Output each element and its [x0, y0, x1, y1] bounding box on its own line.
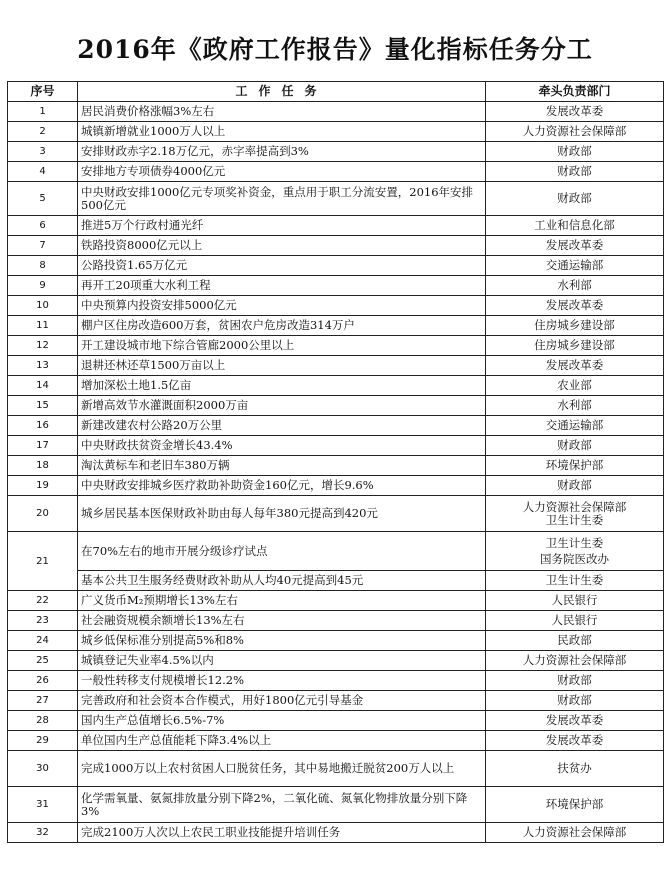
row-dept — [486, 532, 664, 571]
row-no: 22 — [8, 591, 78, 611]
row-task: 居民消费价格涨幅3%左右 — [78, 102, 486, 122]
row-dept: 民政部 — [486, 631, 664, 651]
row-task: 社会融资规模余额增长13%左右 — [78, 611, 486, 631]
row-dept: 人力资源社会保障部 — [486, 823, 664, 843]
table-row — [8, 611, 664, 631]
row-dept: 人民银行 — [486, 611, 664, 631]
row-task: 开工建设城市地下综合管廊2000公里以上 — [78, 336, 486, 356]
header-dept: 牵头负责部门 — [486, 82, 664, 102]
row-dept: 财政部 — [486, 671, 664, 691]
row-dept: 卫生计生委 — [486, 571, 664, 591]
table-row — [8, 671, 664, 691]
row-no: 27 — [8, 691, 78, 711]
table-row — [8, 476, 664, 496]
table-row — [8, 787, 664, 823]
table-row — [8, 631, 664, 651]
table-row — [8, 296, 664, 316]
row-task: 淘汰黄标车和老旧车380万辆 — [78, 456, 486, 476]
task-table — [7, 81, 664, 843]
row-task: 城乡低保标准分别提高5%和8% — [78, 631, 486, 651]
table-row — [8, 456, 664, 476]
row-no: 13 — [8, 356, 78, 376]
row-dept: 环境保护部 — [486, 787, 664, 823]
table-row — [8, 436, 664, 456]
row-dept-line: 卫生计生委 — [545, 536, 604, 550]
row-dept: 人力资源社会保障部 — [486, 651, 664, 671]
row-task: 城镇登记失业率4.5%以内 — [78, 651, 486, 671]
row-task: 在70%左右的地市开展分级诊疗试点 — [78, 532, 486, 571]
table-row — [8, 182, 664, 216]
table-row — [8, 823, 664, 843]
row-dept: 发展改革委 — [486, 102, 664, 122]
row-no: 9 — [8, 276, 78, 296]
header-no: 序号 — [8, 82, 78, 102]
row-task: 国内生产总值增长6.5%-7% — [78, 711, 486, 731]
row-no: 14 — [8, 376, 78, 396]
row-dept: 水利部 — [486, 396, 664, 416]
row-dept: 住房城乡建设部 — [486, 316, 664, 336]
row-task: 公路投资1.65万亿元 — [78, 256, 486, 276]
row-dept-line: 人力资源社会保障部 — [522, 499, 627, 514]
row-task: 基本公共卫生服务经费财政补助从人均40元提高到45元 — [78, 571, 486, 591]
row-no: 19 — [8, 476, 78, 496]
row-task: 中央预算内投资安排5000亿元 — [78, 296, 486, 316]
header-task: 工作任务 — [78, 82, 486, 102]
row-task: 铁路投资8000亿元以上 — [78, 236, 486, 256]
row-dept: 住房城乡建设部 — [486, 336, 664, 356]
row-task: 一般性转移支付规模增长12.2% — [78, 671, 486, 691]
row-no: 23 — [8, 611, 78, 631]
table-row — [8, 731, 664, 751]
row-task: 再开工20项重大水利工程 — [78, 276, 486, 296]
row-no: 11 — [8, 316, 78, 336]
table-row — [8, 376, 664, 396]
row-dept: 交通运输部 — [486, 416, 664, 436]
table-row — [8, 416, 664, 436]
row-no: 24 — [8, 631, 78, 651]
row-task: 增加深松土地1.5亿亩 — [78, 376, 486, 396]
row-no: 7 — [8, 236, 78, 256]
page-title: 2016年《政府工作报告》量化指标任务分工 — [77, 35, 593, 64]
table-row — [8, 122, 664, 142]
row-task: 安排地方专项债券4000亿元 — [78, 162, 486, 182]
table-row — [8, 236, 664, 256]
row-no: 2 — [8, 122, 78, 142]
row-dept: 交通运输部 — [486, 256, 664, 276]
table-row — [8, 396, 664, 416]
row-task: 棚户区住房改造600万套，贫困农户危房改造314万户 — [78, 316, 486, 336]
table-row — [8, 571, 664, 591]
table-row — [8, 276, 664, 296]
row-task: 退耕还林还草1500万亩以上 — [78, 356, 486, 376]
table-row — [8, 691, 664, 711]
table-row — [8, 496, 664, 532]
row-task: 城镇新增就业1000万人以上 — [78, 122, 486, 142]
row-task: 单位国内生产总值能耗下降3.4%以上 — [78, 731, 486, 751]
row-dept: 财政部 — [486, 476, 664, 496]
row-dept: 财政部 — [486, 142, 664, 162]
row-dept: 发展改革委 — [486, 296, 664, 316]
row-no: 15 — [8, 396, 78, 416]
table-row — [8, 532, 664, 571]
table-row — [8, 591, 664, 611]
table-row — [8, 651, 664, 671]
row-dept: 财政部 — [486, 691, 664, 711]
row-no: 1 — [8, 102, 78, 122]
row-task: 城乡居民基本医保财政补助由每人每年380元提高到420元 — [78, 496, 486, 532]
table-row — [8, 102, 664, 122]
table-row — [8, 336, 664, 356]
table-row — [8, 711, 664, 731]
row-no: 26 — [8, 671, 78, 691]
row-no: 12 — [8, 336, 78, 356]
row-no: 16 — [8, 416, 78, 436]
row-dept: 扶贫办 — [486, 751, 664, 787]
row-dept: 农业部 — [486, 376, 664, 396]
table-header-row — [8, 82, 664, 102]
table-row — [8, 256, 664, 276]
row-no: 3 — [8, 142, 78, 162]
row-dept: 发展改革委 — [486, 356, 664, 376]
row-dept-line: 卫生计生委 — [545, 512, 604, 527]
row-task: 中央财政安排城乡医疗救助补助资金160亿元，增长9.6% — [78, 476, 486, 496]
table-row — [8, 316, 664, 336]
row-no: 5 — [8, 182, 78, 216]
row-task: 新增高效节水灌溉面积2000万亩 — [78, 396, 486, 416]
row-dept: 人民银行 — [486, 591, 664, 611]
row-dept: 发展改革委 — [486, 711, 664, 731]
row-task: 中央财政安排1000亿元专项奖补资金，重点用于职工分流安置，2016年安排500亿元 — [78, 182, 486, 216]
row-dept: 发展改革委 — [486, 236, 664, 256]
row-task: 完成2100万人次以上农民工职业技能提升培训任务 — [78, 823, 486, 843]
row-dept: 人力资源社会保障部 — [486, 122, 664, 142]
row-dept: 工业和信息化部 — [486, 216, 664, 236]
row-dept: 财政部 — [486, 436, 664, 456]
table-row — [8, 216, 664, 236]
table-row — [8, 356, 664, 376]
row-task: 安排财政赤字2.18万亿元，赤字率提高到3% — [78, 142, 486, 162]
row-no: 25 — [8, 651, 78, 671]
row-no: 30 — [8, 751, 78, 787]
table-body — [8, 102, 664, 843]
row-no: 6 — [8, 216, 78, 236]
row-dept-line: 国务院医改办 — [540, 552, 609, 566]
row-no: 31 — [8, 787, 78, 823]
row-task: 推进5万个行政村通光纤 — [78, 216, 486, 236]
row-dept: 发展改革委 — [486, 731, 664, 751]
row-no: 8 — [8, 256, 78, 276]
row-task: 广义货币M₂预期增长13%左右 — [78, 591, 486, 611]
row-dept: 环境保护部 — [486, 456, 664, 476]
row-no: 17 — [8, 436, 78, 456]
row-task: 新建改建农村公路20万公里 — [78, 416, 486, 436]
row-dept: 财政部 — [486, 162, 664, 182]
row-task: 完善政府和社会资本合作模式，用好1800亿元引导基金 — [78, 691, 486, 711]
row-no: 10 — [8, 296, 78, 316]
table-row — [8, 142, 664, 162]
row-no: 4 — [8, 162, 78, 182]
row-dept: 财政部 — [486, 182, 664, 216]
row-task: 中央财政扶贫资金增长43.4% — [78, 436, 486, 456]
row-no: 18 — [8, 456, 78, 476]
table-row — [8, 751, 664, 787]
row-task: 完成1000万以上农村贫困人口脱贫任务，其中易地搬迁脱贫200万人以上 — [78, 751, 486, 787]
row-no: 28 — [8, 711, 78, 731]
row-no: 20 — [8, 496, 78, 532]
row-dept — [486, 496, 664, 532]
row-no: 32 — [8, 823, 78, 843]
table-row — [8, 162, 664, 182]
row-no: 29 — [8, 731, 78, 751]
row-dept: 水利部 — [486, 276, 664, 296]
row-task: 化学需氧量、氨氮排放量分别下降2%，二氧化硫、氮氧化物排放量分别下降3% — [78, 787, 486, 823]
row-no: 21 — [8, 532, 78, 591]
